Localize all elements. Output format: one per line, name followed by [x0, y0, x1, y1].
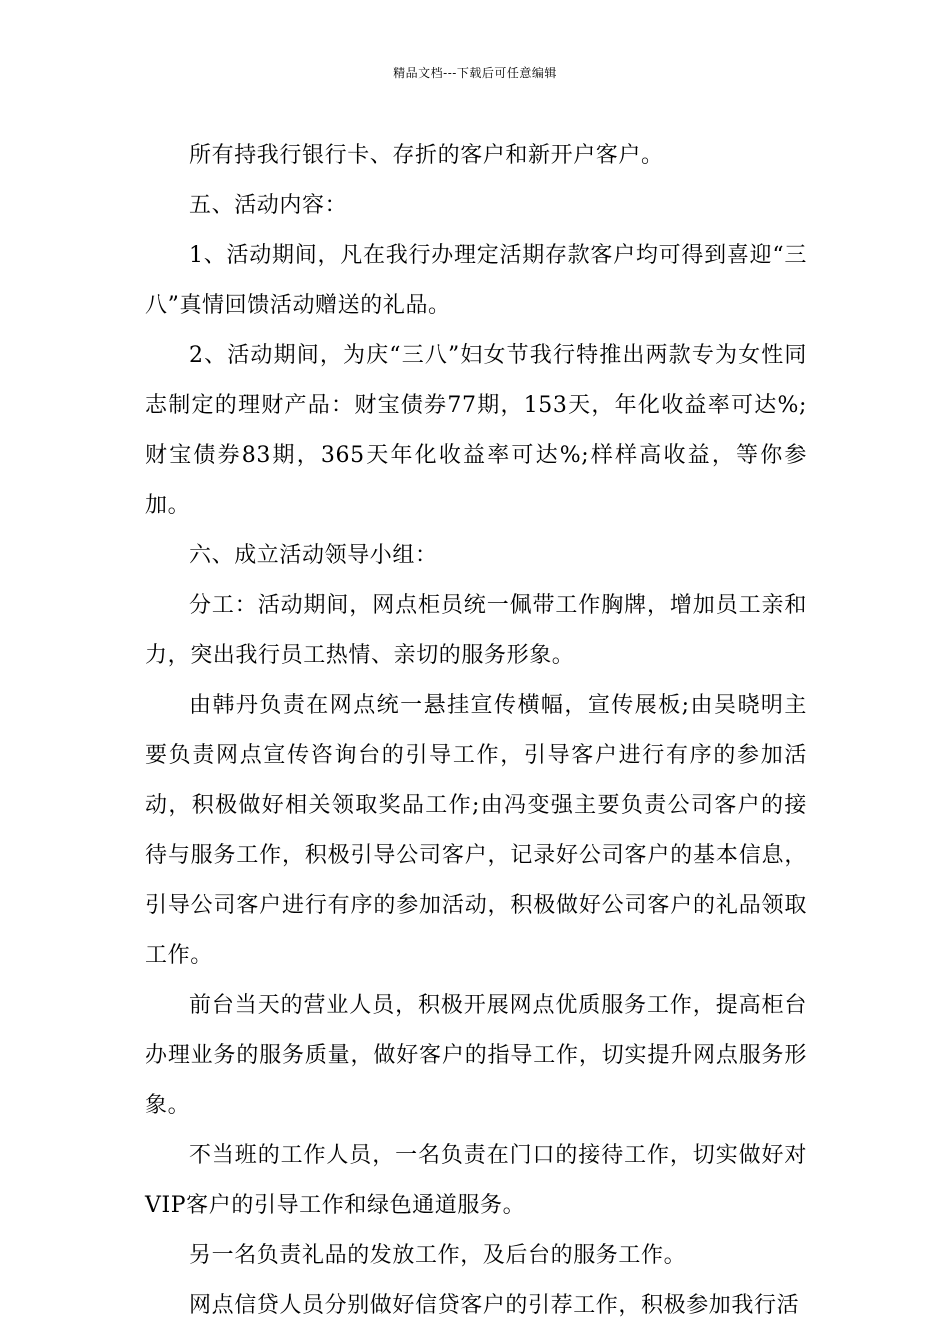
document-body: [145, 131, 807, 1331]
heading-activity-content: 五、活动内容：: [189, 193, 348, 218]
paragraph-gift-distribution: 另一名负责礼品的发放工作，及后台的服务工作。: [189, 1243, 687, 1268]
paragraph-assignments: 由韩丹负责在网点统一悬挂宣传横幅，宣传展板;由吴晓明主要负责网点宣传咨询台的引导工作，引导客户进行有序的参加活动，积极做好相关领取奖品工作;由冯变强主要负责公司客户的接待与服务工作，积极引导公司客户，记录好公司客户的基本信息，引导公司客户进行有序的参加活动，积极做好公司客户的礼品领取工作。: [145, 693, 807, 968]
paragraph-eligible-customers: 所有持我行银行卡、存折的客户和新开户客户。: [189, 143, 664, 168]
page-header: 精品文档---下载后可任意编辑: [393, 66, 557, 80]
paragraph-front-desk: 前台当天的营业人员，积极开展网点优质服务工作，提高柜台办理业务的服务质量，做好客户的指导工作，切实提升网点服务形象。: [145, 993, 807, 1118]
paragraph-division-of-labor: 分工：活动期间，网点柜员统一佩带工作胸牌，增加员工亲和力，突出我行员工热情、亲切的服务形象。: [145, 593, 807, 668]
paragraph-credit-staff: 网点信贷人员分别做好信贷客户的引荐工作，积极参加我行活: [189, 1293, 800, 1318]
paragraph-item-1: 1、活动期间，凡在我行办理定活期存款客户均可得到喜迎“三八”真情回馈活动赠送的礼品。: [145, 243, 807, 318]
paragraph-off-duty-staff: 不当班的工作人员，一名负责在门口的接待工作，切实做好对VIP客户的引导工作和绿色通道服务。: [145, 1143, 807, 1218]
heading-leadership-group: 六、成立活动领导小组：: [189, 543, 438, 568]
paragraph-item-2: 2、活动期间，为庆“三八”妇女节我行特推出两款专为女性同志制定的理财产品：财宝债券77期，153天，年化收益率可达%;财宝债券83期，365天年化收益率可达%;样样高收益，等你参加。: [145, 343, 807, 518]
